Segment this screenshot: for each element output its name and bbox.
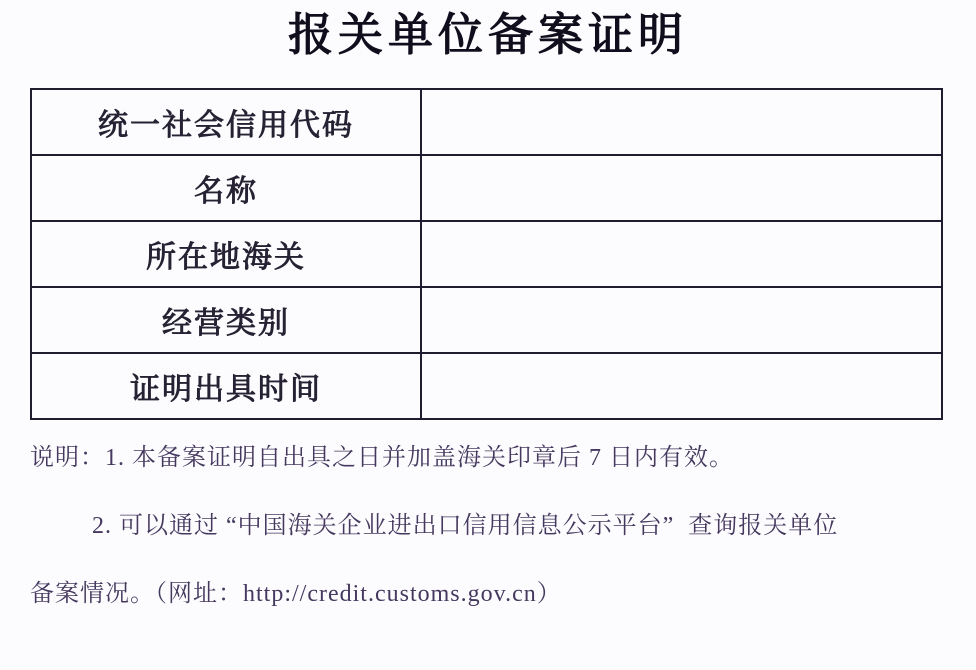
certificate-table <box>30 88 943 420</box>
table-row-issue-time <box>31 353 942 419</box>
row-value-business-category <box>421 287 942 353</box>
table-row-name <box>31 155 942 221</box>
note-line-2: 2. 可以通过 “中国海关企业进出口信用信息公示平台” 查询报关单位 <box>92 513 839 539</box>
table-row-business-category <box>31 287 942 353</box>
row-label-name: 名称 <box>31 155 421 221</box>
row-value-name <box>421 155 942 221</box>
row-value-credit-code <box>421 89 942 155</box>
row-label-local-customs: 所在地海关 <box>31 221 421 287</box>
row-value-local-customs <box>421 221 942 287</box>
table-row-credit-code <box>31 89 942 155</box>
notes-section <box>30 444 960 608</box>
note-line-3: 备案情况。（网址：http://credit.customs.gov.cn） <box>30 581 562 607</box>
row-label-issue-time: 证明出具时间 <box>31 353 421 419</box>
row-label-credit-code: 统一社会信用代码 <box>31 89 421 155</box>
note-line-1: 说明：1. 本备案证明自出具之日并加盖海关印章后 7 日内有效。 <box>30 445 734 471</box>
table-row-local-customs <box>31 221 942 287</box>
page-title: 报关单位备案证明 <box>287 10 688 60</box>
row-value-issue-time <box>421 353 942 419</box>
row-label-business-category: 经营类别 <box>31 287 421 353</box>
